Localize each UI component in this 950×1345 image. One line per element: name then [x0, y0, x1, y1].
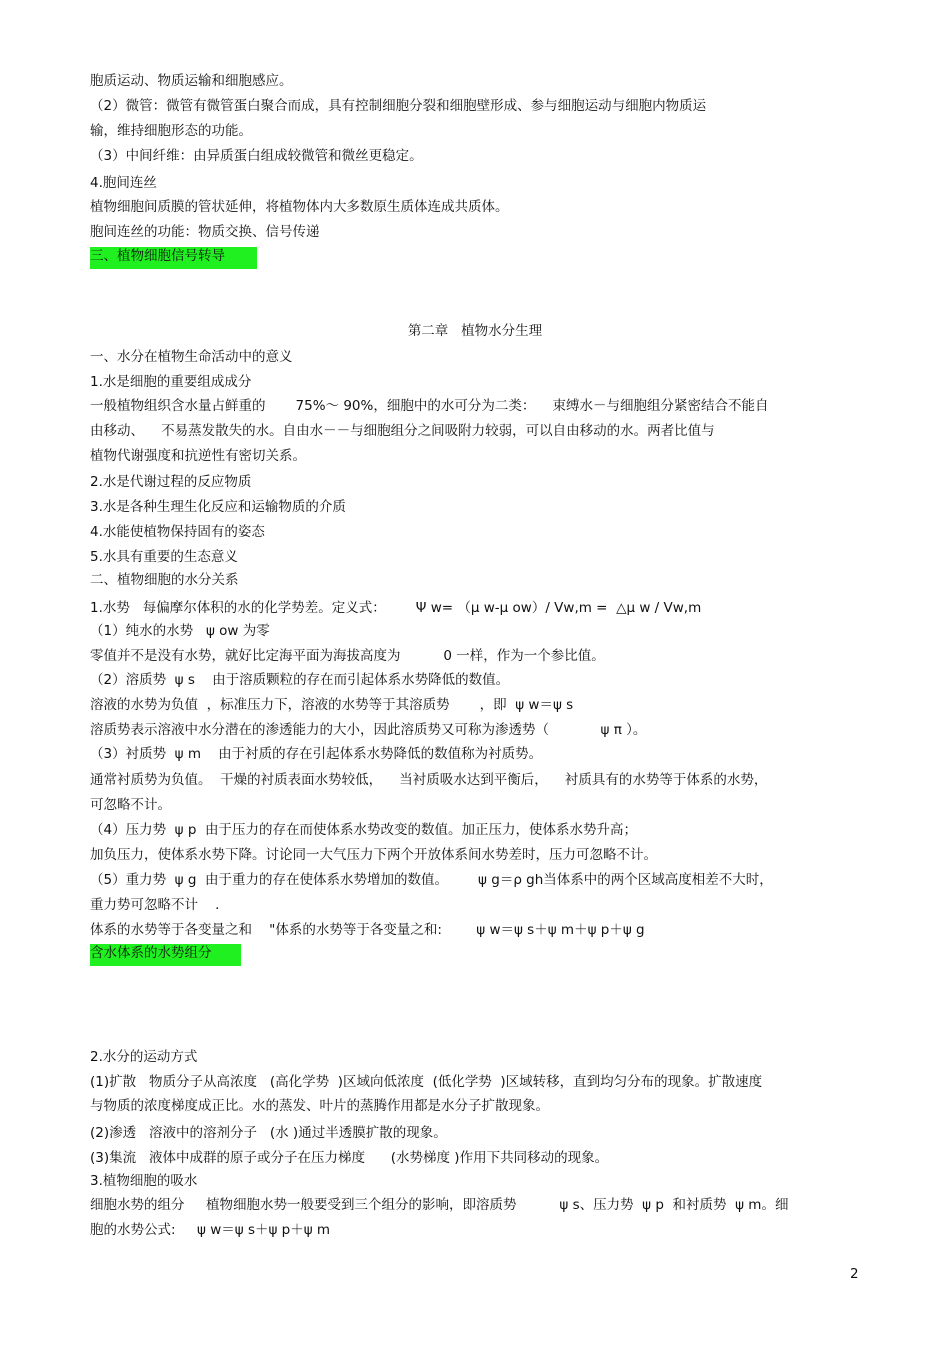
- section-heading: 一、水分在植物生命活动中的意义: [90, 349, 293, 365]
- section-heading: 4.胞间连丝: [90, 175, 157, 191]
- text-line: 植物细胞间质膜的管状延伸，将植物体内大多数原生质体连成共质体。: [90, 199, 509, 215]
- text-line: （2）微管：微管有微管蛋白聚合而成，具有控制细胞分裂和细胞壁形成、参与细胞运动与细胞内物质运: [90, 98, 707, 114]
- section-heading: 3.植物细胞的吸水: [90, 1173, 198, 1189]
- text-line: 1.水势 每偏摩尔体积的水的化学势差。定义式： Ψ w= （μ w-μ ow）/ Vw,m = △μ w / Vw,m: [90, 600, 702, 616]
- text-line: 零值并不是没有水势，就好比定海平面为海拔高度为 0 一样，作为一个参比值。: [90, 648, 605, 664]
- text-line: 细胞水势的组分 植物细胞水势一般要受到三个组分的影响，即溶质势 ψ s、压力势 ψ p 和衬质势 ψ m。细: [90, 1197, 789, 1213]
- text-line: 4.水能使植物保持固有的姿态: [90, 524, 265, 540]
- text-line: 植物代谢强度和抗逆性有密切关系。: [90, 448, 306, 464]
- highlighted-heading: 含水体系的水势组分: [90, 944, 241, 966]
- text-line: 加负压力，使体系水势下降。讨论同一大气压力下两个开放体系间水势差时，压力可忽略不计。: [90, 847, 657, 863]
- text-line: 一般植物组织含水量占鲜重的 75%～ 90%，细胞中的水可分为二类： 束缚水－与细胞组分紧密结合不能自: [90, 398, 769, 414]
- text-line: （4）压力势 ψ p 由于压力的存在而使体系水势改变的数值。加正压力，使体系水势升高；: [90, 822, 638, 838]
- page-number: 2: [850, 1266, 859, 1282]
- text-line: （5）重力势 ψ g 由于重力的存在使体系水势增加的数值。 ψ g＝ρ gh当体系中的两个区域高度相差不大时，: [90, 872, 773, 888]
- text-line: 溶质势表示溶液中水分潜在的渗透能力的大小，因此溶质势又可称为渗透势（ ψ π ）。: [90, 722, 647, 738]
- text-line: 胞质运动、物质运输和细胞感应。: [90, 73, 293, 89]
- text-line: 5.水具有重要的生态意义: [90, 549, 238, 565]
- section-heading: 二、植物细胞的水分关系: [90, 572, 239, 588]
- text-line: 与物质的浓度梯度成正比。水的蒸发、叶片的蒸腾作用都是水分子扩散现象。: [90, 1098, 549, 1114]
- text-line: 溶液的水势为负值 ，标准压力下，溶液的水势等于其溶质势 ，即 ψ w＝ψ s: [90, 697, 574, 713]
- text-line: 输，维持细胞形态的功能。: [90, 123, 252, 139]
- text-line: (3)集流 液体中成群的原子或分子在压力梯度 (水势梯度 )作用下共同移动的现象。: [90, 1150, 609, 1166]
- text-line: （3）中间纤维：由异质蛋白组成较微管和微丝更稳定。: [90, 148, 423, 164]
- text-line: 2.水是代谢过程的反应物质: [90, 474, 252, 490]
- highlighted-heading: 三、植物细胞信号转导: [90, 247, 257, 269]
- text-line: 重力势可忽略不计 .: [90, 897, 220, 913]
- text-line: （2）溶质势 ψ s 由于溶质颗粒的存在而引起体系水势降低的数值。: [90, 672, 510, 688]
- text-line: 胞间连丝的功能：物质交换、信号传递: [90, 224, 320, 240]
- text-line: (1)扩散 物质分子从高浓度 (高化学势 )区域向低浓度 (低化学势 )区域转移，直到均匀分布的现象。扩散速度: [90, 1074, 763, 1090]
- text-line: 可忽略不计。: [90, 797, 171, 813]
- text-line: 体系的水势等于各变量之和 "体系的水势等于各变量之和: ψ w＝ψ s＋ψ m＋ψ p＋ψ g: [90, 922, 645, 938]
- section-heading: 2.水分的运动方式: [90, 1049, 198, 1065]
- text-line: 1.水是细胞的重要组成成分: [90, 374, 252, 390]
- chapter-title: 第二章 植物水分生理: [407, 323, 543, 339]
- text-line: 通常衬质势为负值。 干燥的衬质表面水势较低， 当衬质吸水达到平衡后， 衬质具有的水势等于体系的水势，: [90, 772, 768, 788]
- text-line: （1）纯水的水势 ψ ow 为零: [90, 623, 270, 639]
- text-line: （3）衬质势 ψ m 由于衬质的存在引起体系水势降低的数值称为衬质势。: [90, 746, 543, 762]
- text-line: 3.水是各种生理生化反应和运输物质的介质: [90, 499, 346, 515]
- text-line: (2)渗透 溶液中的溶剂分子 (水 )通过半透膜扩散的现象。: [90, 1125, 447, 1141]
- text-line: 胞的水势公式: ψ w＝ψ s＋ψ p＋ψ m: [90, 1222, 331, 1238]
- text-line: 由移动、 不易蒸发散失的水。自由水－－与细胞组分之间吸附力较弱，可以自由移动的水。两者比值与: [90, 423, 715, 439]
